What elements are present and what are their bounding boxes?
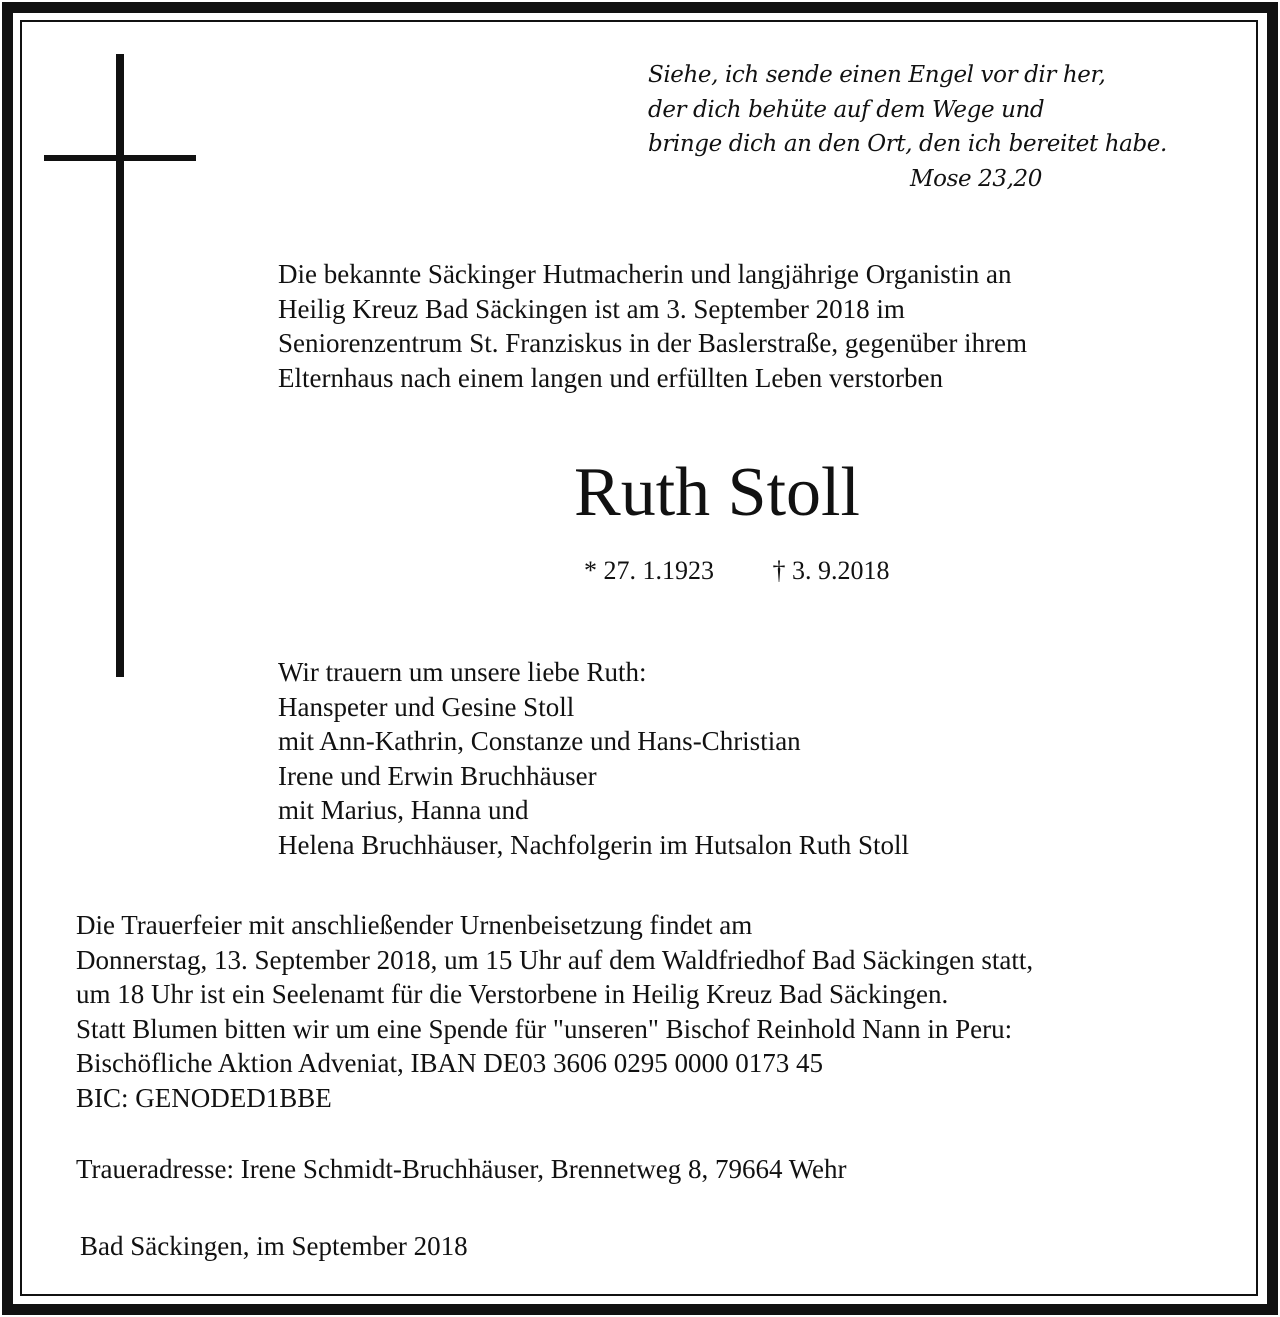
service-info-line: Donnerstag, 13. September 2018, um 15 Uhr auf dem Waldfriedhof Bad Säckingen statt, — [76, 944, 1034, 975]
service-info — [76, 908, 1226, 1115]
intro-line: Heilig Kreuz Bad Säckingen ist am 3. September 2018 im — [278, 293, 905, 324]
place-and-date: Bad Säckingen, im September 2018 — [80, 1231, 468, 1261]
bible-verse — [648, 58, 1238, 196]
verse-line: Siehe, ich sende einen Engel vor dir her, — [648, 62, 1106, 88]
service-info-line: um 18 Uhr ist ein Seelenamt für die Verstorbene in Heilig Kreuz Bad Säckingen. — [76, 979, 949, 1009]
intro-line: Seniorenzentrum St. Franziskus in der Baslerstraße, gegenüber ihrem — [278, 328, 1028, 358]
death-date: † 3. 9.2018 — [772, 556, 890, 585]
service-info-line: Bischöfliche Aktion Adveniat, IBAN DE03 3606 0295 0000 0173 45 — [76, 1048, 823, 1078]
cross-horizontal-bar — [44, 155, 196, 161]
mourner-line: mit Marius, Hanna und — [278, 795, 529, 825]
verse-line: bringe dich an den Ort, den ich bereitet habe. — [648, 131, 1167, 157]
mourners-list — [278, 655, 1178, 862]
life-dates — [584, 555, 890, 587]
mourner-line: Hanspeter und Gesine Stoll — [278, 691, 575, 722]
service-info-line: Die Trauerfeier mit anschließender Urnenbeisetzung findet am — [76, 910, 753, 940]
cross-vertical-bar — [116, 54, 124, 677]
mourner-line: Wir trauern um unsere liebe Ruth: — [278, 657, 647, 687]
mourner-line: Helena Bruchhäuser, Nachfolgerin im Hutsalon Ruth Stoll — [278, 829, 910, 860]
intro-line: Die bekannte Säckinger Hutmacherin und langjährige Organistin an — [278, 259, 1012, 289]
mourning-address: Traueradresse: Irene Schmidt-Bruchhäuser, Brennetweg 8, 79664 Wehr — [76, 1154, 847, 1184]
deceased-name: Ruth Stoll — [574, 454, 860, 531]
service-info-line: Statt Blumen bitten wir um eine Spende für "unseren" Bischof Reinhold Nann in Peru: — [76, 1013, 1013, 1044]
verse-line: der dich behüte auf dem Wege und — [648, 96, 1045, 123]
intro-paragraph — [278, 257, 1228, 395]
mourner-line: mit Ann-Kathrin, Constanze und Hans-Christian — [278, 726, 801, 756]
service-info-line: BIC: GENODED1BBE — [76, 1082, 332, 1113]
mourner-line: Irene und Erwin Bruchhäuser — [278, 760, 597, 791]
intro-line: Elternhaus nach einem langen und erfüllten Leben verstorben — [278, 362, 943, 393]
verse-reference: Mose 23,20 — [910, 165, 1042, 192]
birth-date: * 27. 1.1923 — [584, 556, 714, 585]
